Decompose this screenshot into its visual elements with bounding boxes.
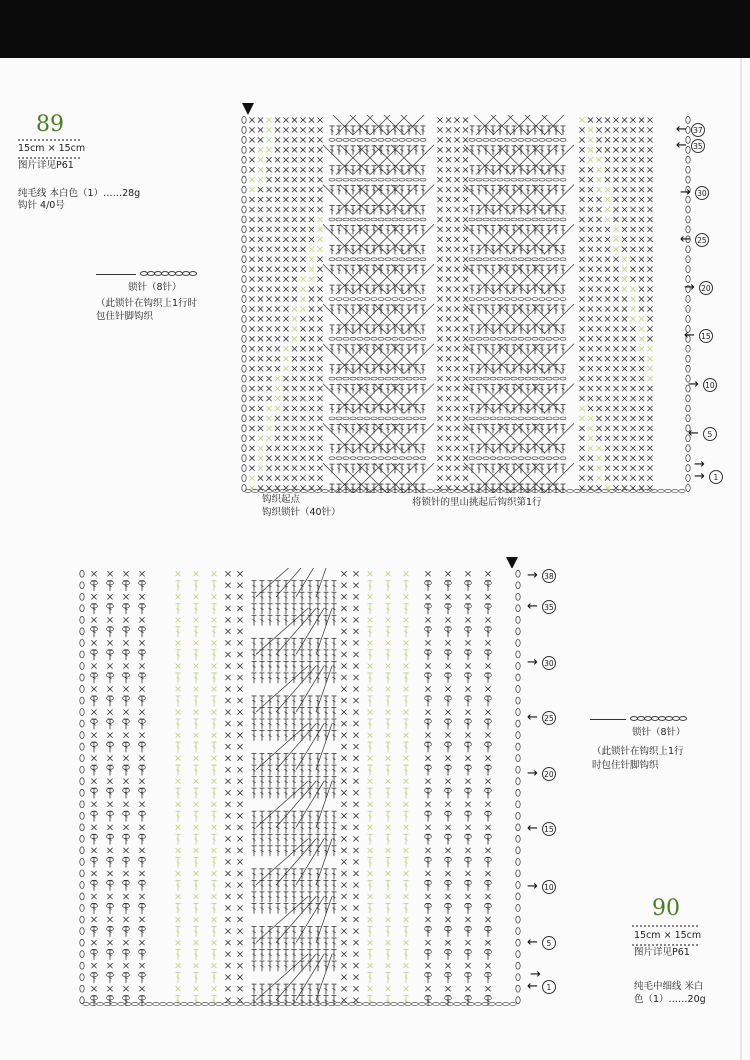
pattern-89-chain-label: 锁针（8针）: [128, 282, 182, 293]
row-label: → 30: [527, 656, 556, 670]
row-label: ← 1: [527, 980, 556, 994]
start-marker-icon: [242, 103, 254, 115]
start-point-label: 钩织起点: [262, 494, 301, 505]
pattern-89-hook: 钩针 4/0号: [18, 200, 65, 211]
divider: [18, 139, 80, 141]
row-label: → 1: [694, 470, 723, 484]
row-label: ← 15: [527, 822, 556, 836]
pattern-90-size: 15cm × 15cm: [634, 930, 702, 941]
row-label: →: [694, 457, 705, 472]
row-label: ← 25: [527, 711, 556, 725]
pattern-90-chain-note-2: 时包住针脚钩织: [592, 760, 659, 771]
row-label: ← 5: [688, 427, 717, 441]
pattern-89-chain-note-2: 包住针脚钩织: [96, 311, 154, 322]
row-label: ← 37: [676, 123, 705, 137]
top-dark-band: [0, 0, 750, 58]
pattern-90-photo-ref: 图片详见P61: [634, 947, 690, 958]
divider: [18, 157, 80, 159]
row-label: → 10: [688, 378, 717, 392]
row-label: ← 15: [684, 329, 713, 343]
pattern-89-number: 89: [36, 112, 64, 137]
pattern-90-chain-note-1: （此锁针在钩织上1行: [592, 746, 684, 757]
divider: [632, 925, 698, 927]
pattern-89-yarn: 纯毛线 本白色（1）……28g: [18, 188, 141, 199]
row-label: → 20: [684, 281, 713, 295]
row-label: ← 35: [527, 600, 556, 614]
row-label: → 38: [527, 569, 556, 583]
row-label: ← 25: [680, 233, 709, 247]
pattern-89-photo-ref: 图片详见P61: [18, 160, 74, 171]
pattern-89-size: 15cm × 15cm: [18, 143, 86, 154]
page-edge: [740, 58, 742, 1060]
pattern-89-chain-note-1: （此锁针在钩织上1行时: [96, 298, 198, 309]
foundation-chain-label: 钩织锁针（40针）: [262, 507, 341, 518]
crochet-chart-90: [78, 568, 522, 1006]
row-label: ← 35: [676, 139, 705, 153]
row-label: ← 5: [527, 936, 556, 950]
first-row-note: 将锁针的里山挑起后钩织第1行: [412, 497, 542, 508]
pattern-90-yarn-2: 色（1）……20g: [634, 994, 706, 1005]
pattern-90-yarn-1: 纯毛中细线 米白: [634, 981, 704, 992]
divider: [632, 944, 698, 946]
pattern-90-number: 90: [652, 896, 680, 921]
row-label: → 10: [527, 880, 556, 894]
crochet-chart-89: [240, 115, 692, 493]
row-label: → 30: [680, 186, 709, 200]
chain-symbol-90: [590, 716, 700, 722]
pattern-90-chain-label: 锁针（8针）: [632, 727, 686, 738]
row-label: → 20: [527, 767, 556, 781]
chain-symbol-89: [96, 271, 201, 277]
row-label: →: [530, 967, 541, 982]
